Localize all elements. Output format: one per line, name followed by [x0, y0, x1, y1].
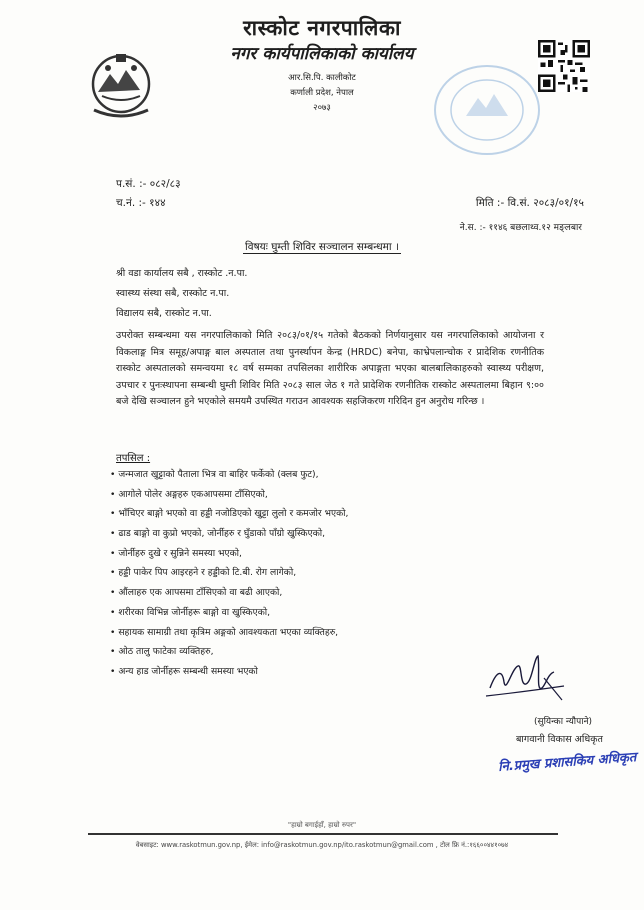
list-item: • जन्मजात खुट्टाको पैताला भित्र वा बाहिर फर्केको (क्लब फुट), — [110, 465, 348, 485]
footer-motto: "हाम्रो बगाईहाँ, हाम्रो रुपर" — [287, 821, 357, 829]
nepal-sambat-date: ने.स. :- ११४६ बछलाथ्व.१२ मङ्लबार — [459, 223, 582, 233]
letter-date: मिति :- वि.सं. २०८३/०१/१५ — [475, 197, 584, 209]
handwritten-signature-icon — [482, 648, 572, 708]
list-item: • जोर्नीहरु दुखे र सुन्निने समस्या भएको, — [110, 544, 348, 564]
letter-subject: विषयः घुम्ती शिविर सञ्चालन सम्बन्धमा । — [245, 241, 399, 253]
condition-list — [110, 465, 348, 682]
list-title: तपसिल : — [116, 453, 151, 464]
letter-body: उपरोक्त सम्बन्धमा यस नगरपालिकाको मिति २०८३/०१/१५ गतेको बैठकको निर्णयानुसार यस नगरपालिकाको आयोजना र विकलाङ्ग मित्र समूह/अपाङ्ग बाल अस्पताल तथा पुनर्स्थापन केन्द्र (HRDC) बनेपा, काभ्रेपलान्चोक र प्रादेशिक रणनीतिक रास्कोट अस्पतालको समन्वयमा १८ वर्ष सम्मका तपसिलका शारीरिक अपाङ्गता भएका बालबालिकाहरुको स्वास्थ्य परीक्षण, उपचार र पुनःस्थापना सम्बन्धी घुम्ती शिविर मिति २०८३ साल जेठ १ गते प्रादेशिक रणनीतिक रास्कोट अस्पतालमा बिहान ९:०० बजे देखि सञ्चालन हुने भएकोले समयमै उपस्थित गराउन आवश्यक सहजिकरण गरिदिन हुन अनुरोध गरिन्छ । — [116, 330, 544, 407]
list-item: • सहायक सामाग्री तथा कृत्रिम अङ्गको आवश्यकता भएका व्यक्तिहरु, — [110, 623, 348, 643]
list-item: • आगोले पोलेर अङ्गहरु एकआपसमा टाँसिएको, — [110, 485, 348, 505]
address-line-1: आर.सि.पि. कालीकोट — [288, 73, 356, 83]
recipient-health-institutions: स्वास्थ्य संस्था सबै, रास्कोट न.पा. — [116, 288, 230, 299]
letter-number: प.सं. :- ०८२/८३ — [116, 178, 181, 190]
recipient-ward-offices: श्री वडा कार्यालय सबै , रास्कोट .न.पा. — [116, 268, 248, 279]
officer-stamp: नि.प्रमुख प्रशासकिय अधिकृत — [497, 750, 637, 775]
list-item: • ओठ तालु फाटेका व्यक्तिहरु, — [110, 642, 348, 662]
list-item: • अन्य हाड जोर्नीहरू सम्बन्धी समस्या भएको — [110, 662, 348, 682]
address-year: २०७३ — [313, 103, 331, 113]
office-seal-icon — [428, 60, 546, 160]
footer-contact: वेबसाइट: www.raskotmun.gov.np, ईमेल: info@raskotmun.gov.np/ito.raskotmun@gmail.com , टोल फ्रि नं.:१६६००४४१०७४ — [135, 841, 509, 849]
organization-name: रास्कोट नगरपालिका — [243, 16, 401, 40]
recipient-schools: विद्यालय सबै, रास्कोट न.पा. — [116, 308, 212, 319]
list-item: • हड्डी पाकेर पिप आइरहने र हड्डीको टि.बी. रोग लागेको, — [110, 563, 348, 583]
address-line-2: कर्णाली प्रदेश, नेपाल — [290, 88, 354, 98]
office-name: नगर कार्यपालिकाको कार्यालय — [230, 44, 414, 64]
dispatch-number: च.नं. :- १४४ — [116, 197, 166, 209]
list-item: • औंलाहरु एक आपसमा टाँसिएको वा बढी आएको, — [110, 583, 348, 603]
list-item: • शरीरका विभिन्न जोर्नीहरू बाङ्गो वा खुस्किएको, — [110, 603, 348, 623]
signatory-post: बागवानी विकास अधिकृत — [516, 734, 603, 745]
list-item: • ढाड बाङ्गो वा कुप्रो भएको, जोर्नीहरु र घुँडाको पाँग्रो खुस्किएको, — [110, 524, 348, 544]
footer-divider — [88, 833, 558, 835]
signatory-name: (सुयिन्का न्यौपाने) — [534, 717, 593, 727]
list-item: • भाँचिएर बाङ्गो भएको वा हड्डी नजोडिएको खुट्टा लुलो र कमजोर भएको, — [110, 504, 348, 524]
